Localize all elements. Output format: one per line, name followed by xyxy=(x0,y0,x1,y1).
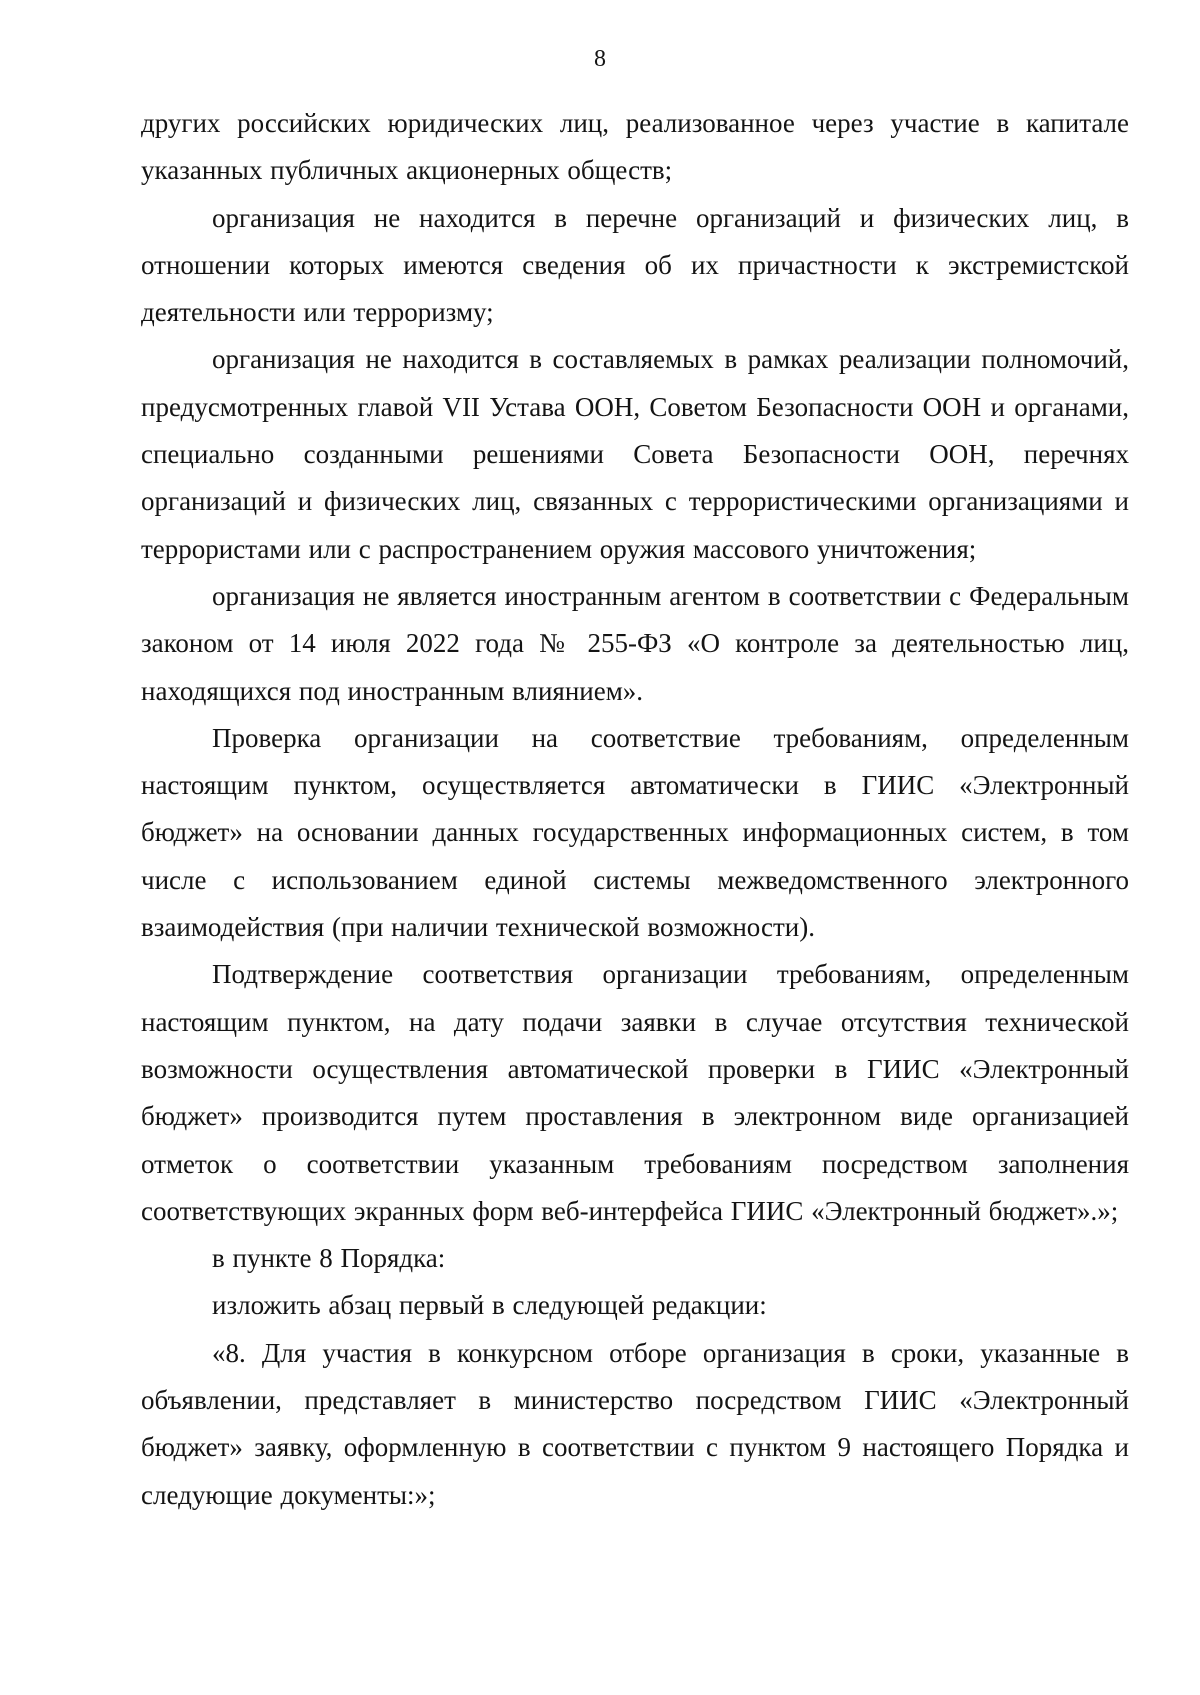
document-body xyxy=(141,100,1129,1519)
paragraph-continuation: других российских юридических лиц, реализованное через участие в капитале указанных публичных акционерных обществ; xyxy=(141,108,1129,186)
page-number: 8 xyxy=(594,46,606,72)
paragraph-automatic-check: Проверка организации на соответствие требованиям, определенным настоящим пунктом, осуществляется автоматически в ГИИС «Электронный бюджет» на основании данных государственных информационных систем, в том числе с использованием единой системы межведомственного электронного взаимодействия (при наличии технической возможности). xyxy=(141,722,1129,943)
paragraph-extremism-list: организация не находится в перечне организаций и физических лиц, в отношении которых имеются сведения об их причастности к экстремистской деятельности или терроризму; xyxy=(141,202,1129,328)
paragraph-confirmation: Подтверждение соответствия организации требованиям, определенным настоящим пунктом, на дату подачи заявки в случае отсутствия технической возможности осуществления автоматической проверки в ГИИС «Электронный бюджет» производится путем проставления в электронном виде организацией отметок о соответствии указанным требованиям посредством заполнения соответствующих экранных форм веб-интерфейса ГИИС «Электронный бюджет».»; xyxy=(141,959,1129,1226)
paragraph-first-abzac: изложить абзац первый в следующей редакции: xyxy=(212,1290,767,1321)
paragraph-point-8: в пункте 8 Порядка: xyxy=(212,1243,446,1274)
paragraph-foreign-agent: организация не является иностранным агентом в соответствии с Федеральным законом от 14 июля 2022 года № 255-ФЗ «О контроле за деятельностью лиц, находящихся под иностранным влиянием». xyxy=(141,580,1129,706)
paragraph-un-sanctions-list: организация не находится в составляемых в рамках реализации полномочий, предусмотренных главой VII Устава ООН, Советом Безопасности ООН и органами, специально созданными решениями Совета Безопасности ООН, перечнях организаций и физических лиц, связанных с террористическими организациями и террористами или с распространением оружия массового уничтожения; xyxy=(141,344,1129,564)
paragraph-new-wording: «8. Для участия в конкурсном отборе организация в сроки, указанные в объявлении, представляет в министерство посредством ГИИС «Электронный бюджет» заявку, оформленную в соответствии с пунктом 9 настоящего Порядка и следующие документы:»; xyxy=(141,1337,1129,1510)
